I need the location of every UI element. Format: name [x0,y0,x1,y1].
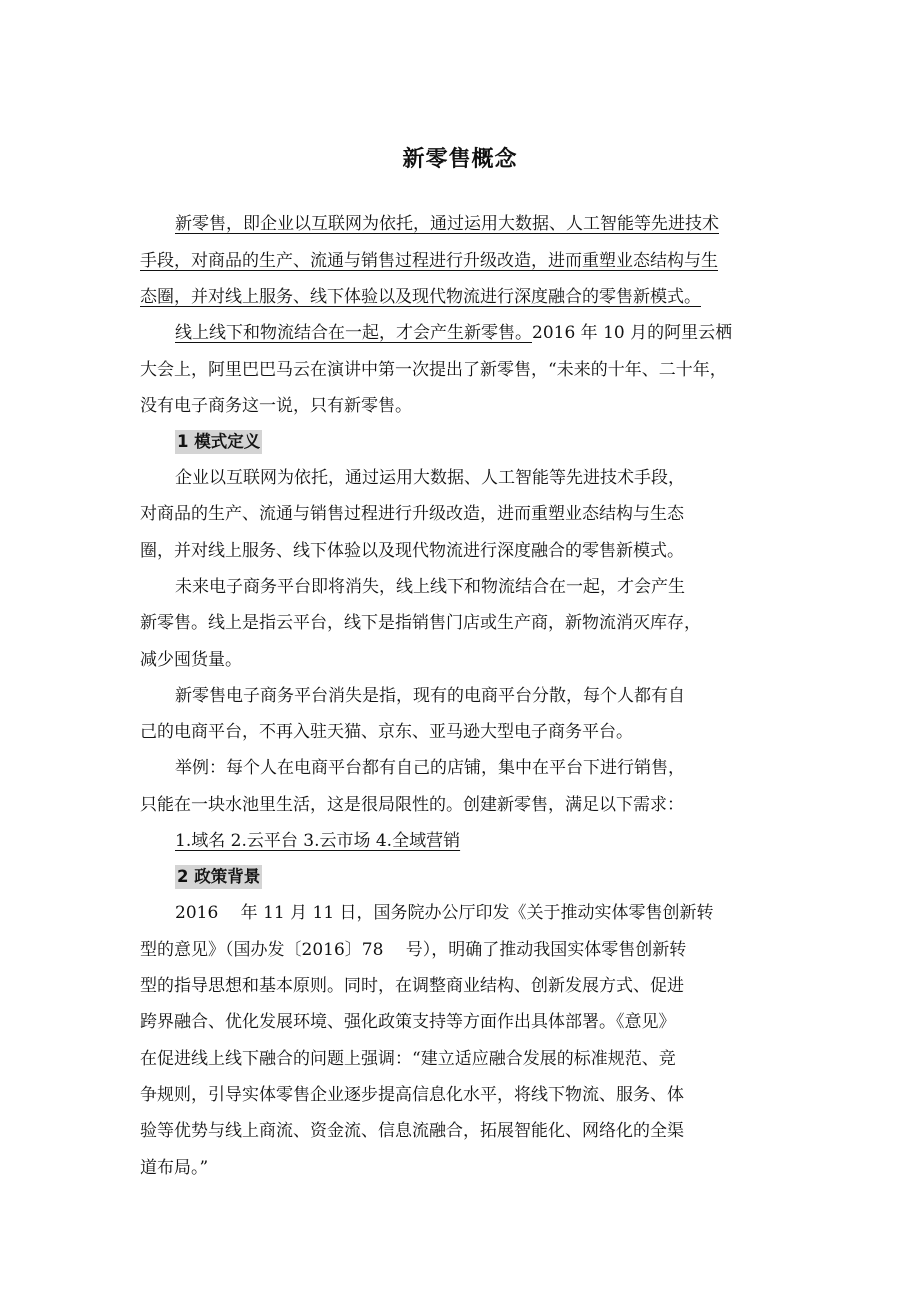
intro-p1-line-3: 态圈，并对线上服务、线下体验以及现代物流进行深度融合的零售新模式。 [140,287,701,307]
section-1-heading: 1 模式定义 [175,430,262,454]
section-1-p3-line-2: 己的电商平台，不再入驻天猫、京东、亚马逊大型电子商务平台。 [140,722,633,742]
section-2-p1-line-7: 验等优势与线上商流、资金流、信息流融合，拓展智能化、网络化的全渠 [140,1121,684,1141]
section-1-needs-list: 1.域名 2.云平台 3.云市场 4.全域营销 [175,831,461,851]
section-2-p1-line-1: 2016 年 11 月 11 日，国务院办公厅印发《关于推动实体零售创新转 [175,903,714,923]
section-1-p1-line-3: 圈，并对线上服务、线下体验以及现代物流进行深度融合的零售新模式。 [140,541,684,561]
section-1-p1-line-1: 企业以互联网为依托，通过运用大数据、人工智能等先进技术手段， [175,468,685,488]
section-1-p2-line-3: 减少囤货量。 [140,650,242,670]
section-1-p4-line-1: 举例：每个人在电商平台都有自己的店铺，集中在平台下进行销售， [175,758,685,778]
section-1-p2-line-2: 新零售。线上是指云平台，线下是指销售门店或生产商，新物流消灭库存， [140,613,701,633]
section-2-p1-line-5: 在促进线上线下融合的问题上强调：“建立适应融合发展的标准规范、竞 [140,1049,676,1069]
section-2-p1-line-3: 型的指导思想和基本原则。同时，在调整商业结构、创新发展方式、促进 [140,976,684,996]
intro-p1-line-2: 手段，对商品的生产、流通与销售过程进行升级改造，进而重塑业态结构与生 [140,251,718,271]
section-2-heading: 2 政策背景 [175,865,262,889]
section-1-p4-line-2: 只能在一块水池里生活，这是很局限性的。创建新零售，满足以下需求： [140,795,684,815]
section-2-p1-line-6: 争规则，引导实体零售企业逐步提高信息化水平，将线下物流、服务、体 [140,1085,684,1105]
section-1-p2-line-1: 未来电子商务平台即将消失，线上线下和物流结合在一起，才会产生 [175,577,685,597]
section-1-p3-line-1: 新零售电子商务平台消失是指，现有的电商平台分散，每个人都有自 [175,686,685,706]
intro-p2-underlined-text: 线上线下和物流结合在一起，才会产生新零售。 [175,323,532,343]
section-2-p1-line-2: 型的意见》（国办发〔2016〕78 号），明确了推动我国实体零售创新转 [140,940,687,960]
intro-p2-rest-text: 2016 年 10 月的阿里云栖 [532,323,733,343]
section-2-p1-line-4: 跨界融合、优化发展环境、强化政策支持等方面作出具体部署。《意见》 [140,1012,676,1032]
intro-p2-line-2: 大会上，阿里巴巴马云在演讲中第一次提出了新零售，“未来的十年、二十年， [140,360,727,380]
document-title: 新零售概念 [402,147,518,172]
intro-p2-line-1 [175,321,732,345]
section-1-p1-line-2: 对商品的生产、流通与销售过程进行升级改造，进而重塑业态结构与生态 [140,504,684,524]
intro-p1-line-1: 新零售，即企业以互联网为依托，通过运用大数据、人工智能等先进技术 [175,214,719,234]
section-2-p1-line-8: 道布局。” [140,1158,209,1178]
intro-p2-line-3: 没有电子商务这一说，只有新零售。 [140,396,412,416]
